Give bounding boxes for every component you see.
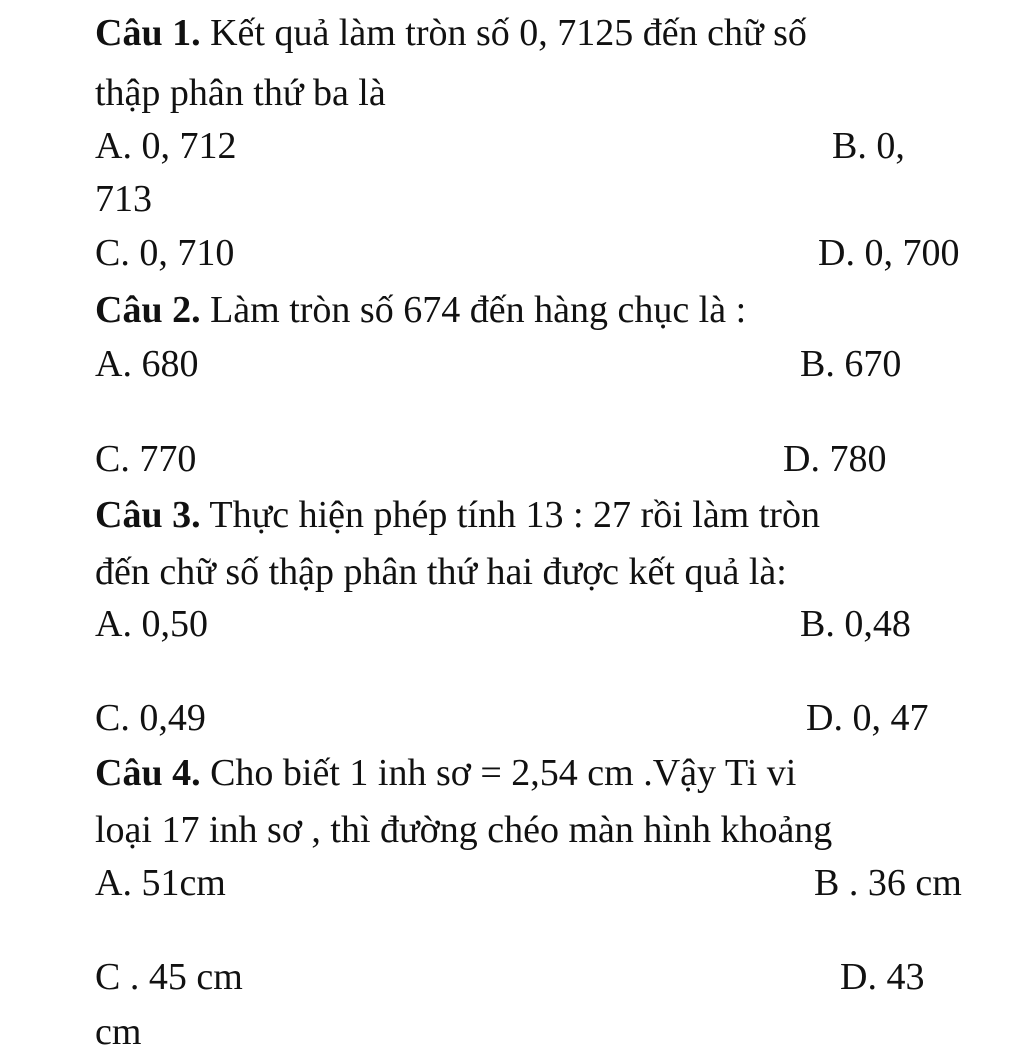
question-3-option-c: C. 0,49 [95, 697, 206, 739]
question-4-option-d: D. 43 [840, 956, 925, 998]
question-3-option-a: A. 0,50 [95, 603, 208, 645]
question-3-text-1: Thực hiện phép tính 13 : 27 rồi làm tròn [209, 494, 820, 536]
question-1-option-a: A. 0, 712 [95, 125, 237, 167]
question-1-option-b: B. 0, [832, 125, 905, 167]
question-2-label: Câu 2. [95, 289, 201, 331]
question-4-text-1: Cho biết 1 inh sơ = 2,54 cm .Vậy Ti vi [210, 752, 797, 794]
question-3-stem-line-2: đến chữ số thập phân thứ hai được kết quả là: [95, 551, 787, 593]
question-3-option-b: B. 0,48 [800, 603, 911, 645]
question-1-text-1: Kết quả làm tròn số 0, 7125 đến chữ số [210, 12, 807, 54]
question-1-label: Câu 1. [95, 12, 201, 54]
question-1-option-b-wrap: 713 [95, 178, 152, 220]
question-4-label: Câu 4. [95, 752, 201, 794]
question-4-option-c: C . 45 cm [95, 956, 243, 998]
question-3-label: Câu 3. [95, 494, 201, 536]
question-2-option-b: B. 670 [800, 343, 902, 385]
question-3-option-d: D. 0, 47 [806, 697, 929, 739]
question-3-stem-line-1 [95, 496, 820, 534]
question-2-option-c: C. 770 [95, 438, 197, 480]
question-4-option-a: A. 51cm [95, 862, 226, 904]
question-2-text-1: Làm tròn số 674 đến hàng chục là : [210, 289, 747, 331]
question-4-option-b: B . 36 cm [814, 862, 962, 904]
question-1-option-d: D. 0, 700 [818, 232, 960, 274]
question-2-option-d: D. 780 [783, 438, 887, 480]
question-2-stem-line-1 [95, 291, 746, 329]
question-1-option-c: C. 0, 710 [95, 232, 235, 274]
question-1-stem-line-1 [95, 14, 807, 52]
question-1-stem-line-2: thập phân thứ ba là [95, 72, 386, 114]
question-2-option-a: A. 680 [95, 343, 199, 385]
question-4-option-d-wrap: cm [95, 1011, 142, 1053]
question-4-stem-line-1 [95, 754, 796, 792]
question-4-stem-line-2: loại 17 inh sơ , thì đường chéo màn hình khoảng [95, 809, 833, 851]
